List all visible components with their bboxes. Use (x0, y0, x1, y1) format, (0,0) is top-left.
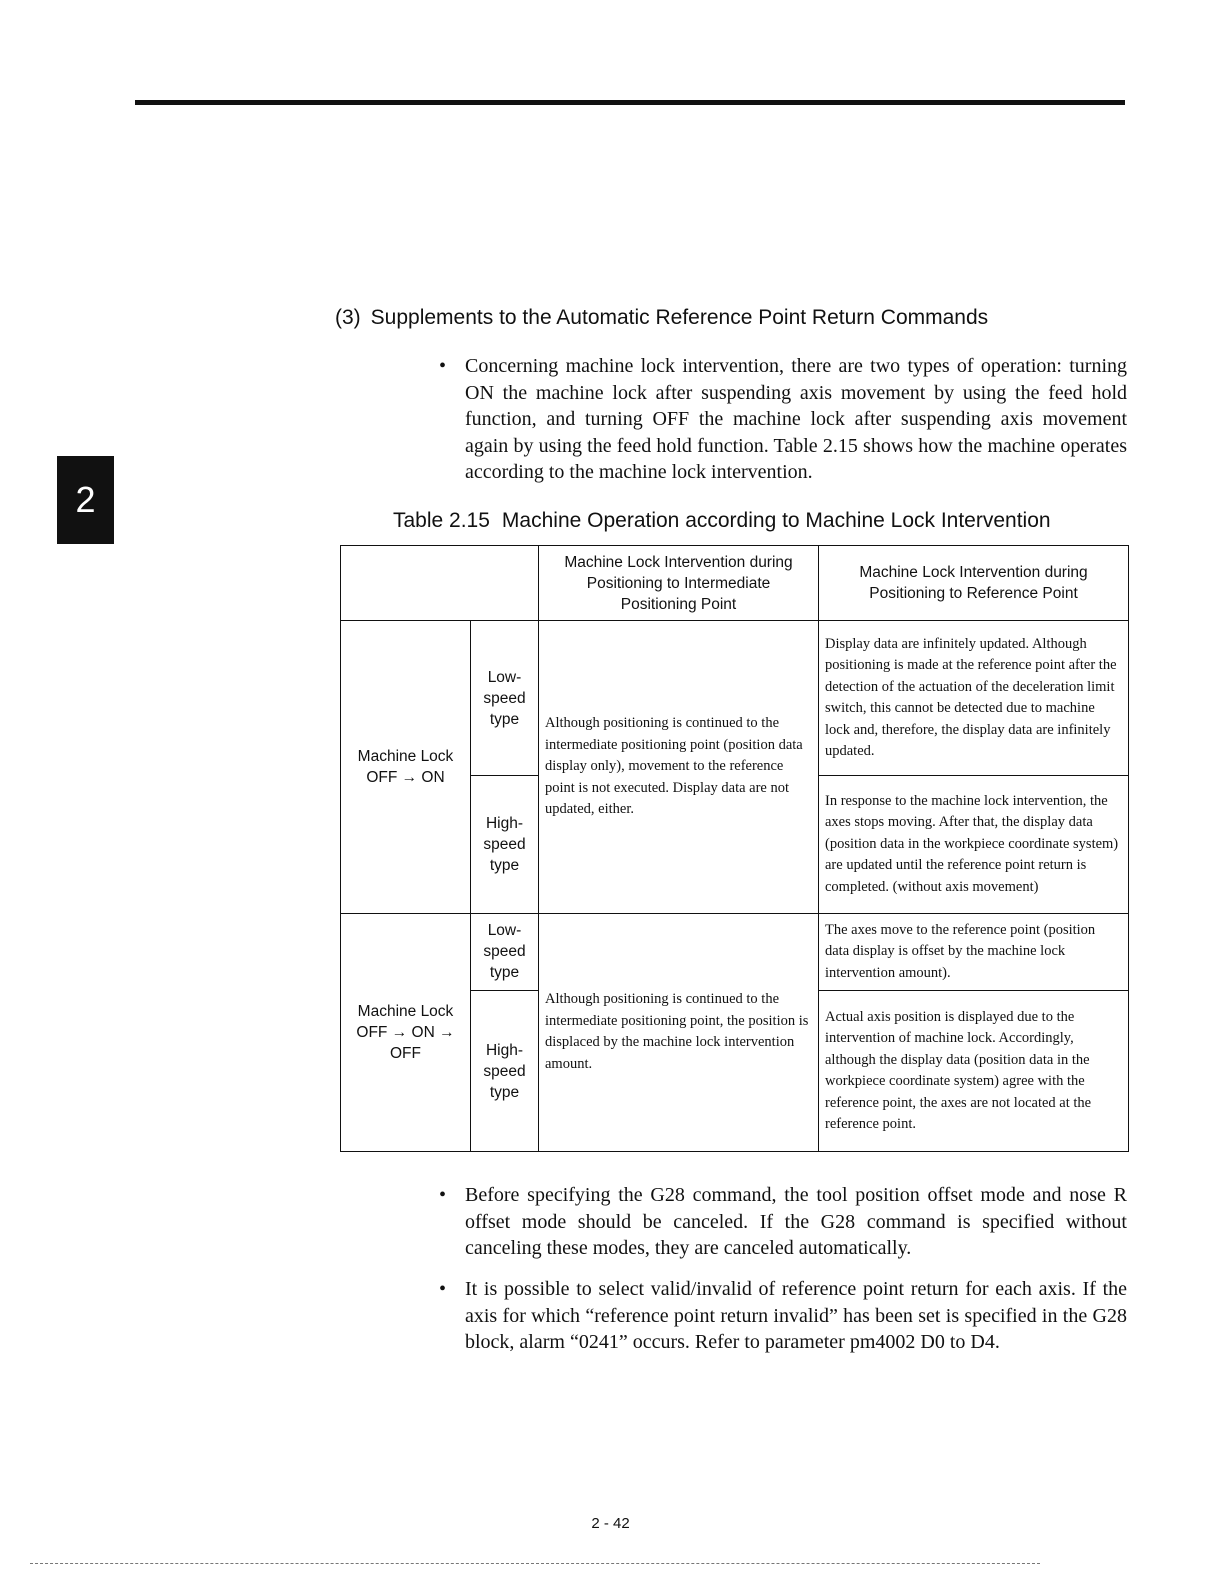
high-speed-text: High-speed type (483, 814, 526, 874)
chapter-tab (57, 456, 114, 544)
section-title: Supplements to the Automatic Reference Point Return Commands (370, 306, 989, 329)
section-heading (335, 306, 989, 330)
high-speed-cell (471, 776, 539, 914)
machine-lock-table (340, 545, 1129, 1152)
reference-high-text: Actual axis position is displayed due to the intervention of machine lock. Accordingly, although the display data (position data in the workpiece coordinate system) agree with the reference point, the axes are not located at the reference point. (825, 1008, 1092, 1133)
bullet-machine-lock: • Concerning machine lock intervention, there are two types of operation: turning ON the machine lock after suspending axis movement by using the feed hold function, and turning OFF the machine lock after suspending axis movement again by using the feed hold function. Table 2.15 shows how the machine operates according to the machine lock intervention. (465, 353, 1127, 486)
chapter-number: 2 (75, 479, 96, 520)
bullet-g28-offset: • Before specifying the G28 command, the tool position offset mode and nose R offset mode should be canceled. If the G28 command is specified without canceling these modes, they are canceled automatically. (465, 1182, 1127, 1262)
low-speed-text: Low-speed type (483, 668, 526, 728)
low-speed-text: Low-speed type (483, 922, 526, 982)
reference-high-cell (819, 776, 1129, 914)
low-speed-cell (471, 621, 539, 776)
high-speed-text: High-speed type (483, 1041, 526, 1101)
table-row (341, 913, 1129, 990)
bottom-rule (30, 1563, 1040, 1564)
mode-cell (341, 913, 471, 1151)
high-speed-cell (471, 991, 539, 1152)
table-title: Machine Operation according to Machine Lock Intervention (501, 509, 1051, 532)
header-intermediate-text: Machine Lock Intervention during Positioning to Intermediate Positioning Point (564, 553, 793, 613)
intermediate-cell (539, 621, 819, 913)
reference-low-cell (819, 621, 1129, 776)
header-empty-cell (341, 546, 539, 621)
mode-text: Machine Lock OFF → ON (357, 748, 454, 787)
intermediate-cell (539, 913, 819, 1151)
table-row (341, 621, 1129, 776)
reference-low-text: Display data are infinitely updated. Although positioning is made at the reference point after the detection of the actuation of the deceleration limit switch, this cannot be detected due to machine lock and, therefore, the display data are infinitely updated. (825, 635, 1117, 760)
table-number: Table 2.15 (393, 509, 490, 532)
header-reference-text: Machine Lock Intervention during Positioning to Reference Point (859, 564, 1088, 603)
intermediate-text: Although positioning is continued to the intermediate positioning point, the position is displaced by the machine lock intervention amount. (545, 991, 809, 1072)
reference-low-text: The axes move to the reference point (position data display is offset by the machine lock intervention amount). (825, 921, 1096, 981)
reference-high-cell (819, 991, 1129, 1152)
table-caption (393, 509, 1051, 533)
page-number: 2 - 42 (591, 1515, 630, 1532)
section-number: (3) (335, 306, 361, 329)
table-header-row (341, 546, 1129, 621)
mode-cell (341, 621, 471, 913)
reference-low-cell (819, 913, 1129, 990)
intermediate-text: Although positioning is continued to the intermediate positioning point (position data display only), movement to the reference point is not executed. Display data are not updated, either. (545, 715, 803, 818)
header-intermediate (539, 546, 819, 621)
header-reference (819, 546, 1129, 621)
reference-high-text: In response to the machine lock intervention, the axes stops moving. After that, the display data (position data in the workpiece coordinate system) are updated until the reference point return is completed. (without axis movement) (825, 792, 1119, 895)
low-speed-cell (471, 913, 539, 990)
top-rule (135, 100, 1125, 105)
mode-text: Machine Lock OFF → ON → OFF (356, 1002, 455, 1062)
bullet-reference-valid: • It is possible to select valid/invalid of reference point return for each axis. If the axis for which “reference point return invalid” has been set is specified in the G28 block, alarm “0241” occurs. Refer to parameter pm4002 D0 to D4. (465, 1276, 1127, 1356)
